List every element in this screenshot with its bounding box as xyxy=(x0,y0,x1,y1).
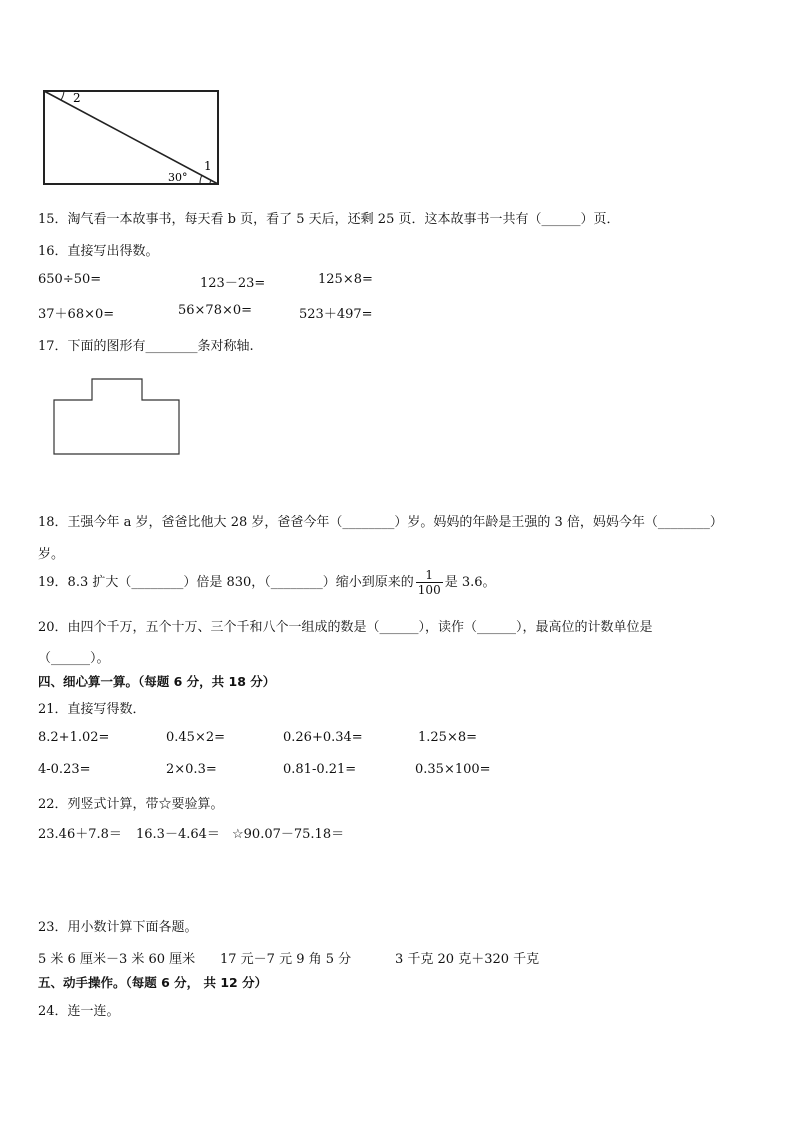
angle-30-label: 30° xyxy=(168,171,188,184)
q19-after: 是 3.6。 xyxy=(444,575,496,590)
q21-item: 4-0.23= xyxy=(38,762,91,777)
q22-item: ☆90.07－75.18＝ xyxy=(232,827,345,842)
rectangle-diagonal-figure xyxy=(40,86,225,190)
q23-item: 3 千克 20 克＋320 千克 xyxy=(395,952,540,967)
angle-2-label: 2 xyxy=(73,91,81,105)
fraction-denominator: 100 xyxy=(417,583,441,597)
q16-item: 650÷50= xyxy=(38,272,102,287)
q23-item: 17 元－7 元 9 角 5 分 xyxy=(220,952,352,967)
question-24: 24．连一连。 xyxy=(38,1004,120,1019)
question-18-line1: 18．王强今年 a 岁，爸爸比他大 28 岁，爸爸今年（________）岁。妈妈的年龄是王强的 3 倍，妈妈今年（________） xyxy=(38,515,723,530)
q19-before: 19．8.3 扩大（________）倍是 830，（________）缩小到原来的 xyxy=(38,575,414,590)
q16-item: 37＋68×0= xyxy=(38,307,115,322)
fraction xyxy=(416,568,443,597)
question-22-title: 22．列竖式计算，带☆要验算。 xyxy=(38,797,224,812)
question-23-title: 23．用小数计算下面各题。 xyxy=(38,920,198,935)
q22-item: 16.3－4.64＝ xyxy=(136,827,220,842)
question-18-line2: 岁。 xyxy=(38,547,65,562)
section-5-heading: 五、动手操作。（每题 6 分， 共 12 分） xyxy=(38,975,268,990)
q21-item: 0.81-0.21= xyxy=(283,762,357,777)
angle-1-label: 1 xyxy=(204,159,212,173)
q21-item: 0.26+0.34= xyxy=(283,730,363,745)
section-4-heading: 四、细心算一算。（每题 6 分，共 18 分） xyxy=(38,674,276,689)
q21-item: 1.25×8= xyxy=(418,730,478,745)
q21-item: 8.2+1.02= xyxy=(38,730,110,745)
question-21-title: 21．直接写得数． xyxy=(38,702,146,717)
q23-item: 5 米 6 厘米－3 米 60 厘米 xyxy=(38,952,196,967)
q16-item: 523＋497= xyxy=(299,307,373,322)
q22-item: 23.46＋7.8＝ xyxy=(38,827,122,842)
q21-item: 0.45×2= xyxy=(166,730,226,745)
q21-item: 2×0.3= xyxy=(166,762,217,777)
q16-item: 125×8= xyxy=(318,272,373,287)
question-20-line2: （______）。 xyxy=(38,651,110,666)
question-17: 17．下面的图形有________条对称轴. xyxy=(38,339,254,354)
cross-shape-figure xyxy=(52,376,184,458)
q21-item: 0.35×100= xyxy=(415,762,491,777)
question-16-title: 16．直接写出得数。 xyxy=(38,244,159,259)
fraction-numerator: 1 xyxy=(416,568,443,583)
q16-item: 123－23= xyxy=(200,276,266,291)
question-20-line1: 20．由四个千万，五个十万、三个千和八个一组成的数是（______），读作（______），最高位的计数单位是 xyxy=(38,620,653,635)
question-19 xyxy=(38,568,496,597)
q16-item: 56×78×0= xyxy=(178,303,253,318)
question-15: 15．淘气看一本故事书，每天看 b 页，看了 5 天后，还剩 25 页．这本故事书一共有（______）页． xyxy=(38,212,620,227)
